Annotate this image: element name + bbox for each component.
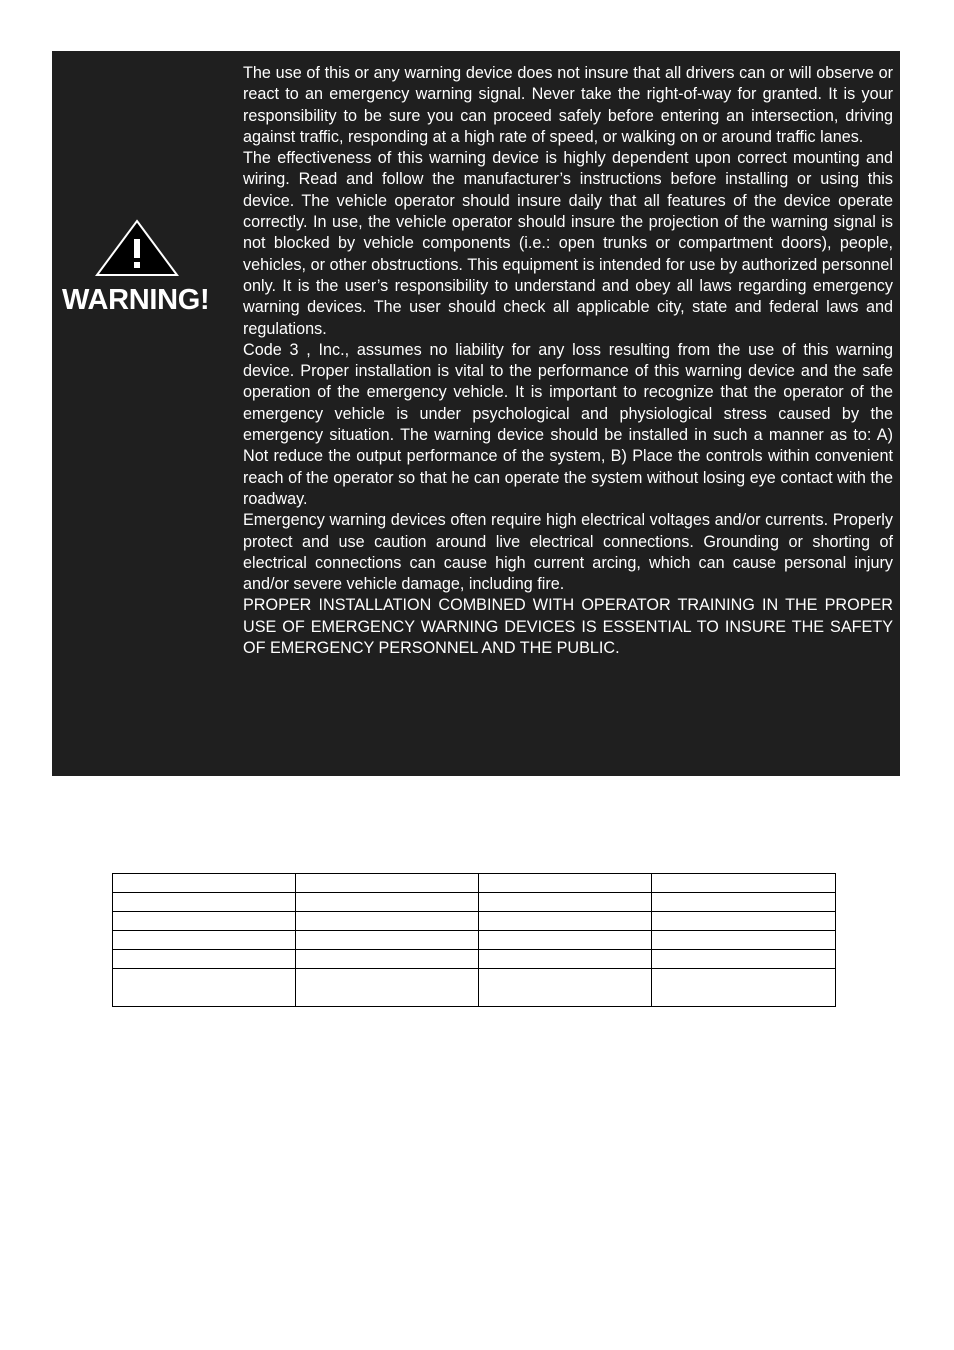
empty-table xyxy=(112,873,836,1007)
warning-paragraph-5: PROPER INSTALLATION COMBINED WITH OPERATOR TRAINING IN THE PROPER USE OF EMERGENCY WARNING DEVICES IS ESSENTIAL TO INSURE THE SAFETY OF EMERGENCY PERSONNEL AND THE PUBLIC. xyxy=(243,596,893,658)
table-cell xyxy=(479,969,652,1007)
table-cell xyxy=(296,931,479,950)
table-row xyxy=(113,912,836,931)
table-cell xyxy=(113,950,296,969)
warning-heading: WARNING! xyxy=(62,284,210,316)
table-cell xyxy=(479,950,652,969)
table-cell xyxy=(652,969,836,1007)
table-cell xyxy=(479,874,652,893)
table-row xyxy=(113,969,836,1007)
table-cell xyxy=(652,874,836,893)
warning-box xyxy=(52,51,900,776)
warning-paragraph-3: Code 3 , Inc., assumes no liability for any loss resulting from the use of this warning device. Proper installation is vital to the performance of this warning device and the safe operation of the emergency vehicle. It is important to recognize that the operator of the emergency vehicle is under psychological and physiological stress caused by the emergency situation. The warning device should be installed in such a manner as to: A) Not reduce the output performance of the system, B) Place the controls within convenient reach of the operator so that he can operate the system without losing eye contact with the roadway. xyxy=(243,340,893,508)
warning-paragraph-2: The effectiveness of this warning device is highly dependent upon correct mounting and wiring. Read and follow the manufacturer’s instructions before installing or using this device. The vehicle operator should insure daily that all features of the device operate correctly. In use, the vehicle operator should insure the projection of the warning signal is not blocked by vehicle components (i.e.: open trunks or compartment doors), people, vehicles, or other obstructions. This equipment is intended for use by authorized personnel only. It is the user’s responsibility to understand and obey all laws regarding emergency warning devices. The user should check all applicable city, state and federal laws and regulations. xyxy=(243,149,893,338)
table-cell xyxy=(652,912,836,931)
warning-text xyxy=(243,63,893,659)
table-cell xyxy=(479,912,652,931)
table-row xyxy=(113,931,836,950)
table-cell xyxy=(113,931,296,950)
table-row xyxy=(113,950,836,969)
table-cell xyxy=(652,893,836,912)
warning-sidebar xyxy=(52,51,240,776)
table-cell xyxy=(479,893,652,912)
table-cell xyxy=(296,950,479,969)
table-row xyxy=(113,874,836,893)
table-cell xyxy=(113,874,296,893)
warning-triangle-icon xyxy=(95,219,179,277)
table-cell xyxy=(296,893,479,912)
table-cell xyxy=(113,893,296,912)
table-cell xyxy=(113,912,296,931)
table-cell xyxy=(296,874,479,893)
table-cell xyxy=(652,950,836,969)
table-row xyxy=(113,893,836,912)
warning-paragraph-1: The use of this or any warning device does not insure that all drivers can or will observe or react to an emergency warning signal. Never take the right-of-way for granted. It is your responsibility to be sure you can proceed safely before entering an intersection, driving against traffic, responding at a high rate of speed, or walking on or around traffic lanes. xyxy=(243,64,893,146)
table-cell xyxy=(113,969,296,1007)
table-cell xyxy=(296,969,479,1007)
table-cell xyxy=(479,931,652,950)
warning-paragraph-4: Emergency warning devices often require high electrical voltages and/or currents. Properly protect and use caution around live electrical connections. Grounding or shorting of electrical connections can cause high current arcing, which can cause personal injury and/or severe vehicle damage, including fire. xyxy=(243,511,893,594)
table-cell xyxy=(652,931,836,950)
table-cell xyxy=(296,912,479,931)
